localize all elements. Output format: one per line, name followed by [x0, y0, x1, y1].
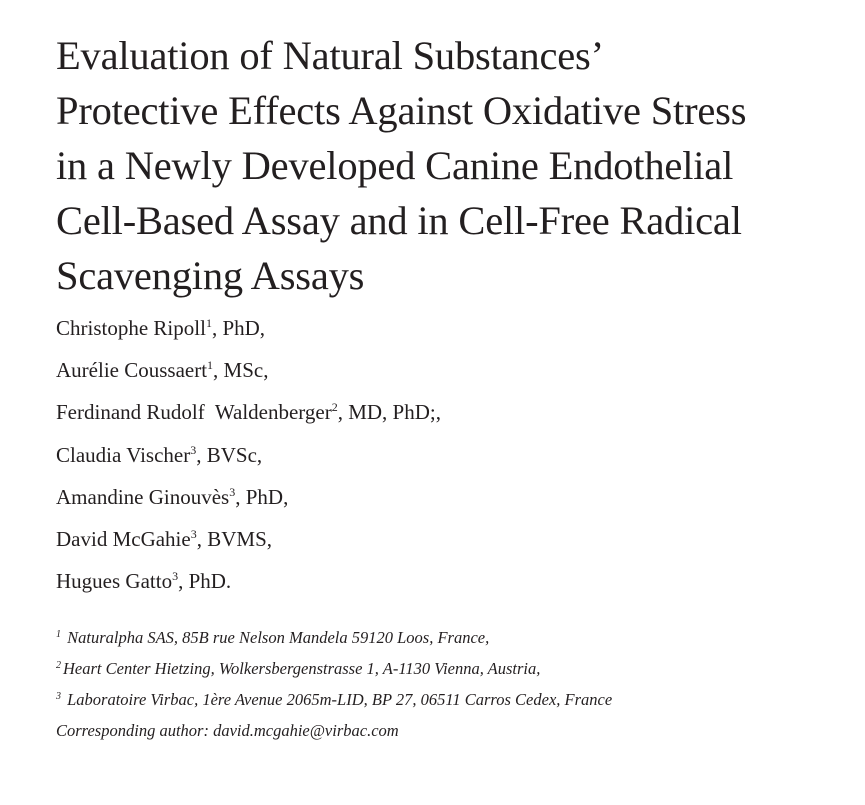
author-degree: , PhD,: [235, 484, 289, 509]
author-degree: , BVSc,: [196, 442, 263, 467]
affiliation-item: [56, 690, 612, 710]
paper-header: [56, 28, 856, 740]
affiliation-number: 1: [56, 629, 61, 640]
title-line: Evaluation of Natural Substances’: [56, 33, 604, 78]
affiliation-number: 3: [56, 691, 61, 702]
affiliation-item: [56, 659, 612, 679]
author-degree: , PhD.: [178, 569, 232, 594]
author-name: Ferdinand Rudolf Waldenberger: [56, 400, 332, 425]
title-line: Scavenging Assays: [56, 253, 365, 298]
author-item: [56, 571, 441, 592]
paper-title: [56, 28, 856, 303]
author-degree: , PhD,: [211, 316, 266, 340]
affiliation-text: Laboratoire Virbac, 1ère Avenue 2065m-LID, BP 27, 06511 Carros Cedex, France: [63, 690, 613, 709]
author-item: [56, 360, 441, 381]
title-line: Cell-Based Assay and in Cell-Free Radical: [56, 198, 742, 243]
author-item: [56, 402, 441, 423]
affiliation-marker: 2: [331, 400, 338, 415]
author-list: [56, 318, 441, 613]
affiliation-marker: 3: [190, 526, 197, 541]
affiliation-marker: 3: [190, 442, 197, 457]
author-degree: , MSc,: [213, 358, 269, 383]
affiliation-text: Naturalpha SAS, 85B rue Nelson Mandela 59120 Loos, France,: [63, 628, 490, 647]
affiliation-marker: 1: [207, 358, 214, 373]
author-item: [56, 318, 441, 339]
author-name: Hugues Gatto: [56, 569, 173, 594]
affiliation-marker: 3: [172, 569, 179, 584]
author-degree: , BVMS,: [196, 526, 272, 551]
author-name: Claudia Vischer: [56, 442, 191, 467]
affiliation-marker: 3: [229, 484, 236, 499]
affiliation-text: Heart Center Hietzing, Wolkersbergenstrasse 1, A-1130 Vienna, Austria,: [63, 659, 541, 678]
affiliation-list: [56, 628, 612, 752]
author-item: [56, 442, 441, 467]
affiliation-marker: 1: [205, 316, 212, 330]
author-name: Christophe Ripoll: [56, 316, 206, 340]
affiliation-number: 2: [56, 660, 61, 671]
author-name: Aurélie Coussaert: [56, 358, 208, 383]
affiliation-item: [56, 628, 612, 648]
author-name: David McGahie: [56, 526, 191, 551]
author-degree: , MD, PhD;,: [337, 400, 441, 425]
author-item: [56, 484, 441, 509]
corresponding-author: Corresponding author: david.mcgahie@virbac.com: [56, 721, 399, 740]
title-line: in a Newly Developed Canine Endothelial: [56, 143, 734, 188]
author-name: Amandine Ginouvès: [56, 484, 230, 509]
title-line: Protective Effects Against Oxidative Stress: [56, 88, 747, 133]
author-item: [56, 526, 441, 551]
